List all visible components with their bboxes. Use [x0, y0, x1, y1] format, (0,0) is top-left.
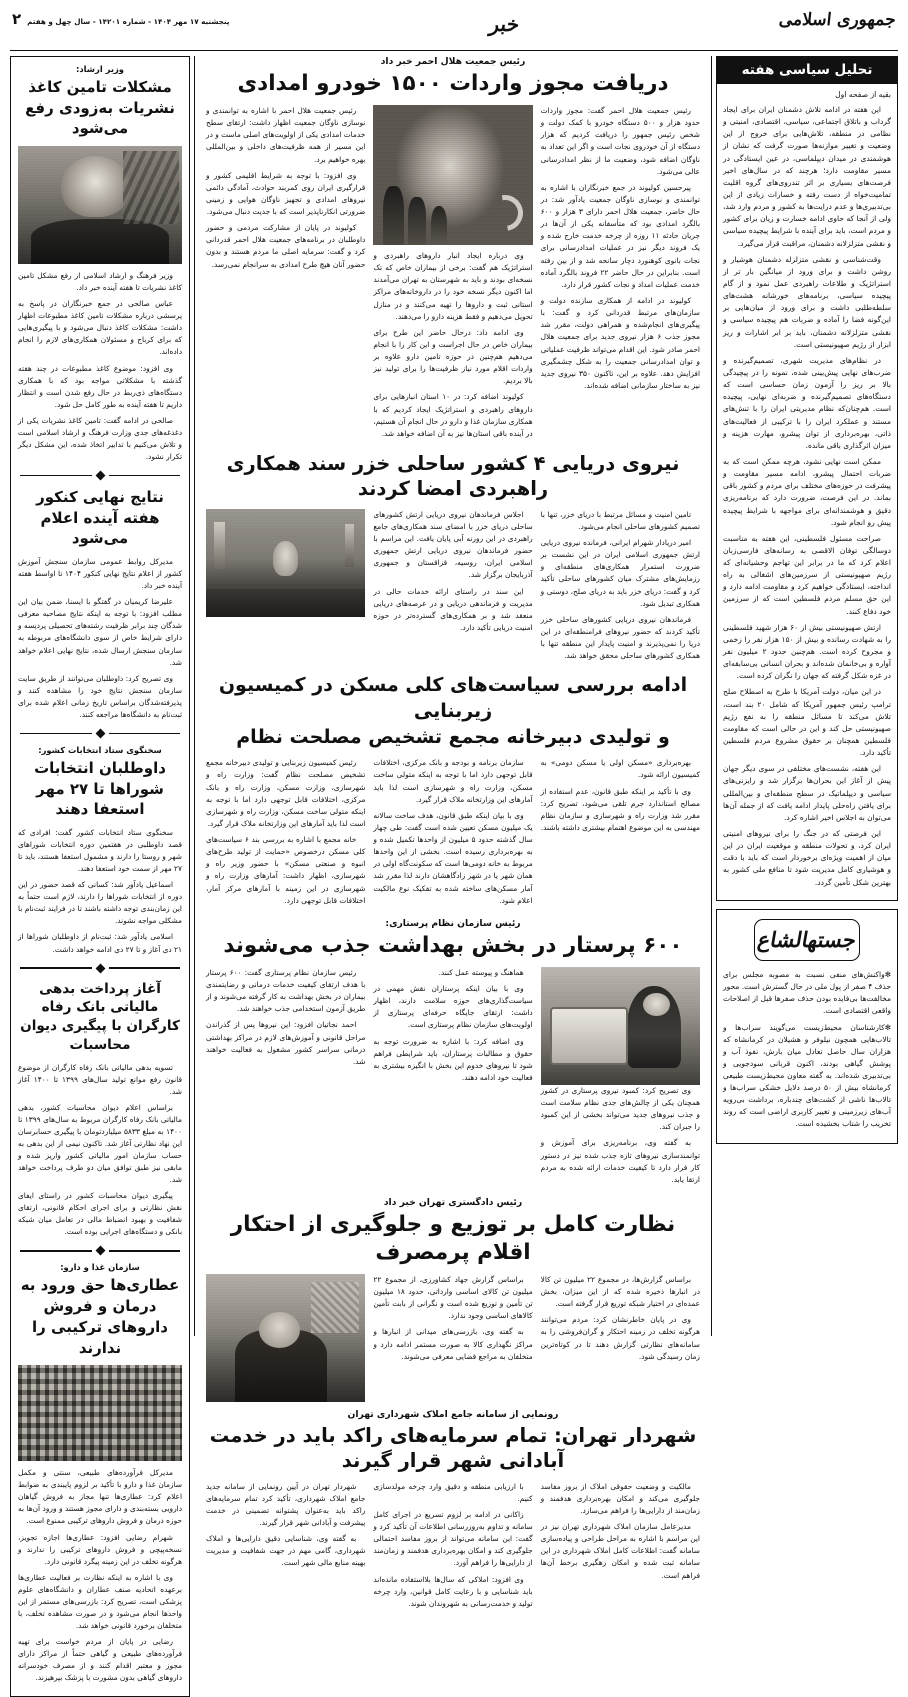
masthead-meta — [12, 10, 229, 28]
section-divider — [20, 730, 180, 737]
paragraph: وی با اشاره به اینکه نظارت بر فعالیت عطاری‌ها برعهده اتحادیه صنف عطاران و دانشگاه‌های علوم پزشکی است، تصریح کرد: بازرسی‌های مستمر از این واحدها انجام می‌شود و در صورت مشاهده تخلف، با متخلفان برخورد قانونی خواهد شد. — [18, 1572, 182, 1630]
analysis-paragraph: وقت‌شناسی و نقشی متزلزله دشمنان هوشیار و روشن داشت و برای ورود از میانگین بار تر از استراتژیک و طلاعات راهبردی عمل نمود و از گام پیچیده سیاسی، برنامه‌های خورشانه هشت‌های سلطه‌طلبی داشت و برای ورود از میان‌هایی بر این‌گونه فضا را آماده و ضربات هم پیچیده سیاسی و نقشی متزلزلانه دشمنان، باید بر ابر اشارات و ریز ابزار از رژیم صهیونیستی است. — [723, 254, 891, 349]
body-column — [541, 509, 700, 667]
photo-backdrop-calligraphy — [123, 151, 179, 224]
left-article-kicker: سازمان غذا و دارو: — [60, 1262, 140, 1273]
paragraph: رئیس جمعیت هلال احمر گفت: مجوز واردات حدود هزار و ۵۰۰ دستگاه خودرو با کمک دولت و شخص رئیس جمهور را دریافت کردیم که هزار دستگاه از آن خودروی نجات است و اگر این تعداد به ناوگان اضافه شود، وضعیت ما از نظر امدادرسانی عالی می‌شود. — [540, 105, 700, 176]
photo-speaker-face — [259, 1312, 300, 1348]
bullet-icon: ✻ — [884, 969, 891, 979]
divider-line — [109, 733, 181, 734]
body-column — [373, 1481, 532, 1614]
article-photo-judiciary — [206, 1274, 365, 1402]
article-nurses — [206, 918, 700, 1190]
paragraph: وی تصریح کرد: کمبود نیروی پرستاری در کشور همچنان یکی از چالش‌های جدی نظام سلامت است و جذب نیروهای جدید می‌تواند بخشی از این کمبود را جبران کند. — [540, 1085, 700, 1132]
analysis-paragraph: این فرصتی که در جنگ را برای نیروهای امنیتی ایران کرد، و تحولات منطقه و موقعیت ایران در این میان از اهمیت ویژه‌ای برخوردار است که باید با دقت و هوشیاری کامل مدیریت شود تا منافع ملی کشور به بهترین شکل تأمین گردد. — [723, 829, 891, 887]
paragraph: مالکیت و وضعیت حقوقی املاک از بروز مفاسد جلوگیری می‌کند و امکان بهره‌برداری هدفمند و زمان‌مند از دارایی‌ها را فراهم می‌سازد. — [540, 1481, 700, 1515]
article-kicker: رئیس دادگستری تهران خبر داد — [383, 1196, 523, 1208]
body-column — [206, 757, 365, 911]
body-column — [373, 757, 532, 911]
continued-from-label: بقیه از صفحه اول — [835, 90, 891, 99]
photo-mic-2 — [408, 197, 426, 245]
column-divider — [194, 56, 195, 1336]
paragraph: وی افزود: املاکی که سال‌ها بلااستفاده مانده‌اند باید شناسایی و با رعایت کامل قوانین، وارد چرخه تولید و خدمت‌رسانی به شهروندان شوند. — [373, 1574, 533, 1608]
article-headline-line2: و تولیدی دبیرخانه مجمع تشخیص مصلحت نظام — [236, 725, 670, 748]
left-article-body — [18, 556, 182, 721]
paragraph: شهرام رضایی افزود: عطاری‌ها اجازه تجویز، نسخه‌پیچی و فروش داروهای ترکیبی را ندارند و هرگونه تخلف در این زمینه پیگرد قانونی دارد. — [18, 1532, 182, 1566]
diamond-icon — [95, 471, 105, 481]
body-column — [541, 757, 700, 911]
paragraph: رئیس جمعیت هلال احمر با اشاره به توانمندی و نوسازی ناوگان جمعیت اظهار داشت: ارتقای سطح خدمات امدادی یکی از اولویت‌های اصلی ماست و در این مسیر از همه ظرفیت‌های داخلی و بین‌المللی بهره خواهیم برد. — [206, 105, 366, 164]
diamond-icon — [95, 728, 105, 738]
section-divider — [20, 1247, 180, 1254]
body-column-with-photo — [373, 105, 532, 444]
analysis-paragraph: این هفته، نشست‌های مختلفی در سوی دیگر جهان پیش از آغاز این بحران‌ها برگزار شد و رایزنی‌های سیاسی و دیپلماتیک در سطح منطقه‌ای و بین‌المللی برای یافتن راه‌حلی پایدار ادامه یافت که از جمله آن‌ها می‌توان به اجلاس اخیر اشاره کرد. — [723, 764, 891, 822]
article-photo-helal-ahmar — [373, 105, 532, 245]
paragraph: خانه مجمع با اشاره به بررسی بند ۶ سیاست‌های کلی مسکن درخصوص «حمایت از تولید طرح‌های انبوه و صنعتی مسکن» با حضور وزیر راه و شهرسازی، اظهار داشت: آمارهای وزارت راه و شهرسازی در این زمینه با آمارهای مرکز آمار، اختلافات قابل توجهی دارد. — [206, 835, 366, 905]
article-headline-line1: ادامه بررسی سیاست‌های کلی مسکن در کمیسیون زیربنایی — [218, 674, 688, 722]
photo-incubator — [550, 1007, 627, 1065]
paragraph: وی با بیان اینکه طبق قانون، هدف ساخت سالانه یک میلیون مسکن تعیین شده است گفت: طی چهار سال گذشته حدود ۵ میلیون از واحدها تکمیل شده و به بهره‌برداری رسیده است. بخشی از این واحدها مربوط به خانه دومی‌ها است که سکونت‌گاه اولی در همان شهر یا در شهر زادگاهشان دارند لذا مقرر شد آمار مسکن‌های ساخته شده به تفکیک نوع مالکیت اعلام شود. — [373, 810, 533, 905]
article-headline: دریافت مجوز واردات ۱۵۰۰ خودرو امدادی — [237, 71, 669, 96]
divider-line — [20, 733, 92, 734]
paragraph: وی افزود: با توجه به شرایط اقلیمی کشور و قرارگیری ایران روی کمربند حوادث، آمادگی دائمی نیروهای امدادی و تجهیز ناوگان هوایی و زمینی ضرورتی انکارناپذیر است که با جدیت دنبال می‌شود. — [206, 170, 366, 217]
article-headline: ۶۰۰ پرستار در بخش بهداشت جذب می‌شوند — [223, 932, 683, 958]
main-content — [199, 56, 707, 1608]
article-tehran-mayor — [206, 1409, 700, 1614]
body-column — [206, 967, 365, 1190]
brief-item — [723, 1022, 891, 1130]
photo-nurse-face — [643, 993, 670, 1017]
bullet-icon: ✻ — [884, 1022, 891, 1032]
paragraph: وی اضافه کرد: با اشاره به ضرورت توجه به حقوق و مطالبات پرستاران، باید شرایطی فراهم شود تا نیروهای خدوم این بخش با انگیزه بیشتری به فعالیت خود ادامه دهند. — [373, 1036, 533, 1082]
divider-line — [20, 967, 92, 968]
dateline: پنجشنبه ۱۷ مهر ۱۴۰۴ - شماره ۱۴۲۰۱ - سال چهل و هفتم — [27, 17, 230, 26]
photo-backdrop-pattern — [311, 1282, 359, 1333]
left-article-headline: مشکلات تامین کاغذ نشریات به‌زودی رفع می‌شود — [25, 78, 175, 138]
section-title: خبر — [487, 12, 521, 36]
photo-table — [206, 589, 365, 617]
paragraph: به گفته وی، برنامه‌ریزی برای آموزش و توانمندسازی نیروهای تازه جذب شده نیز در دستور کار قرار دارد تا کیفیت خدمات ارائه شده به مردم ارتقا یابد. — [540, 1138, 700, 1184]
left-article-photo-herbal-shop — [18, 1365, 182, 1461]
paragraph: براساس اعلام دیوان محاسبات کشور، بدهی مالیاتی بانک رفاه کارگران مربوط به سال‌های ۱۳۹۹ تا ۱۴۰۰ به مبلغ ۵۸۳۳ میلیاردتومان با پیگیری حسابرسان این نهاد نظارتی آغاز شد. تاکنون نیمی از این بدهی به حساب سازمان امور مالیاتی کشور واریز شده و مابقی نیز طبق توافق میان دو طرف پرداخت خواهد شد. — [18, 1102, 182, 1185]
paragraph: علیرضا کریمیان در گفتگو با ایسنا، ضمن بیان این مطلب افزود: با توجه به اینکه نتایج مصاحبه معرفی شدگان چند برابر ظرفیت رشته‌های تحصیلی پردیسه و دارای شرایط خاص از سوی دانشگاه‌های مربوطه به سازمان سنجش ارسال شده، نتایج نهایی اعلام خواهد شد. — [18, 597, 182, 667]
left-article-kicker: وزیر ارشاد: — [75, 64, 125, 74]
photo-flag-right — [345, 524, 355, 567]
section-divider — [20, 965, 180, 972]
paragraph: وی در پایان خاطرنشان کرد: مردم می‌توانند هرگونه تخلف در زمینه احتکار و گران‌فروشی را به سامانه‌های نظارتی گزارش دهند تا در کوتاه‌ترین زمان رسیدگی شود. — [540, 1315, 700, 1361]
article-body — [206, 105, 700, 444]
paragraph: تسویه بدهی مالیاتی بانک رفاه کارگران از موضوع قانون رفع موانع تولید سال‌های ۱۳۹۹ تا ۱۴۰۰ آغاز شد. — [18, 1062, 183, 1096]
paragraph: به گفته وی، شناسایی دقیق دارایی‌ها و املاک شهرداری، گامی مهم در جهت شفافیت و مدیریت بهینه منابع مالی شهر است. — [206, 1534, 366, 1568]
paragraph: کولیوند اضافه کرد: در ۱۰ استان انبارهایی برای داروهای راهبردی و استراتژیک ایجاد کردیم که با همکاری سازمان غذا و دارو در حال انجام آن هستیم، در آینده باقی استان‌ها نیز به آن اضافه خواهد شد. — [373, 392, 533, 438]
divider-line — [109, 967, 181, 968]
page-grid — [10, 56, 898, 1683]
briefs-logo-text: جستهالشاع — [755, 927, 859, 953]
masthead-rule — [10, 50, 898, 51]
brief-item — [723, 969, 891, 1017]
article-body — [206, 509, 700, 667]
paragraph: صالحی در ادامه گفت: تامین کاغذ نشریات یکی از دغدغه‌های جدی وزارت فرهنگ و ارشاد اسلامی است و تلاش می‌کنیم با تدابیر اتخاذ شده، این مشکل دیگر تکرار نشود. — [18, 415, 182, 461]
brief-item-text: کارشناسان محیط‌زیست می‌گویند سراب‌ها و تالاب‌هایی همچون نیلوفر و هشیلان در کرمانشاه که هزاران سال حاصل تعادل میان بارش، نفوذ آب و پوشش گیاهی بودند، اکنون قربانی سودجویی و بی‌تدبیری شده‌اند. به گفته معاون محیط‌زیست طبیعی کرمانشاه بیش از ۵۰ درصد دلایل خشکی سراب‌ها و تالاب‌ها ناشی از کشت‌های چندباره، برداشت بی‌رویه آب‌های زیرزمینی و تغییر کاربری اراضی است که روند تخریب را شتاب بخشیده است. — [723, 1022, 891, 1128]
paragraph: بهره‌برداری «مسکن اولی یا مسکن دومی» به کمیسیون ارائه شود. — [540, 758, 700, 780]
article-caspian-navy — [206, 451, 700, 666]
left-article-body — [18, 1467, 182, 1684]
body-column — [541, 105, 700, 444]
article-body — [206, 757, 700, 911]
paragraph: این سند در راستای ارائه خدمات حالی در مدیریت و فرماندهی دریایی و در عرصه‌های دریایی منعقد شد و بر همکاری‌های گسترده‌تر در حوزه امنیت دریایی تأکید دارد. — [373, 586, 533, 632]
paragraph: سازمان برنامه و بودجه و بانک مرکزی، اختلافات قابل توجهی دارد اما با توجه به اینکه متولی ساخت مسکن، وزارت راه و شهرسازی است لذا باید آمارهای این وزارتخانه ملاک قرار گیرد. — [373, 758, 533, 804]
body-column — [206, 105, 365, 444]
briefs-box — [716, 909, 898, 1144]
sidebar-left — [10, 56, 190, 1683]
divider-line — [109, 475, 181, 476]
photo-mic-3 — [431, 206, 447, 245]
article-headline: نیروی دریایی ۴ کشور ساحلی خزر سند همکاری راهبردی امضا کردند — [226, 452, 680, 501]
paragraph: براساس گزارش‌ها، در مجموع ۲۲ میلیون تن کالا در انبارها ذخیره شده که از این میزان، بخش عمده‌ای در اختیار شبکه توزیع قرار گرفته است. — [540, 1274, 700, 1309]
paragraph: رئیس کمیسیون زیربنایی و تولیدی دبیرخانه مجمع تشخیص مصلحت نظام گفت: وزارت راه و شهرسازی، وزارت مسکن، وزارت راه و بانک مرکزی، اختلافات قابل توجهی دارد اما با توجه به اینکه متولی ساخت مسکن، وزارت راه و شهرسازی است لذا باید آمارهای این وزارتخانه ملاک قرار گیرد. — [206, 758, 366, 828]
article-kicker: رئیس جمعیت هلال احمر خبر داد — [380, 56, 526, 67]
body-column — [373, 967, 532, 1190]
paragraph: رئیس سازمان نظام پرستاری گفت: ۶۰۰ پرستار با هدف ارتقای کیفیت خدمات درمانی و رضایتمندی بیماران در بخش بهداشت به کار گرفته می‌شوند و از طریق آزمون استخدامی جذب خواهند شد. — [206, 967, 366, 1014]
article-body — [206, 1481, 700, 1614]
left-article-photo-minister — [18, 146, 182, 264]
article-body — [206, 1274, 700, 1402]
left-article-body — [18, 827, 182, 956]
paragraph: تامین امنیت و مسائل مرتبط با دریای خزر، تنها با تصمیم کشورهای ساحلی انجام می‌شود. — [540, 509, 700, 531]
body-column — [541, 1274, 700, 1402]
paragraph: وی درباره ایجاد انبار داروهای راهبردی و استراتژیک هم گفت: برخی از بیماران خاص که تک نسخه‌ای بودند و باید به شهرستان به تهران می‌آمدند اما اکنون دیگر نسخه خود را در داروخانه‌های مراکز استانی ثبت و داروها را تهیه می‌کنند و در منازل تحویل می‌دهیم و فقط هزینه دارو را می‌دهند. — [373, 250, 533, 321]
paragraph: زاکانی در ادامه بر لزوم تسریع در اجرای کامل سامانه و تداوم به‌روزرسانی اطلاعات آن تأکید کرد و گفت: این سامانه می‌تواند از بروز مفاسد احتمالی جلوگیری کند و امکان بهره‌برداری هدفمند و زمان‌مند از دارایی‌ها را فراهم آورد. — [373, 1509, 533, 1568]
divider-line — [109, 1250, 181, 1251]
article-housing-policies — [206, 673, 700, 910]
paper-logo: جمهوری اسلامی — [778, 10, 898, 30]
article-body — [206, 967, 700, 1190]
left-article-paper-supply — [10, 56, 190, 1697]
body-column — [541, 1481, 700, 1614]
paragraph: وی با تأکید بر اینکه طبق قانون، عدم استفاده از مصالح استاندارد جرم تلقی می‌شود، تصریح کرد: مقرر شد وزارت راه و شهرسازی و سازمان نظام مهندسی به این موضوع اهتمام بیشتری داشته باشند. — [540, 786, 700, 832]
body-column-with-photo — [541, 967, 700, 1190]
paragraph: هماهنگ و پیوسته عمل کنند. — [438, 967, 524, 977]
briefs-logo-badge — [754, 919, 860, 961]
article-hoarding-supervision — [206, 1197, 700, 1402]
paragraph: کولیوند در ادامه از همکاری سازنده دولت و سازمان‌های مرتبط قدردانی کرد و گفت: با پیگیری‌های انجام‌شده و همراهی دولت، مقرر شد مجوز جذب ۶ هزار نیروی جدید برای جمعیت هلال احمر صادر شود. این اقدام می‌تواند ظرفیت عملیاتی و توان امدادرسانی جمعیت را به شکل چشمگیری افزایش دهد. علاوه بر این، تاکنون ۳۵۰ نیروی جدید نیز به ساختار سازمانی اضافه شده‌اند. — [540, 296, 700, 391]
paragraph: امیر دریادار شهرام ایرانی، فرمانده نیروی دریایی ارتش جمهوری اسلامی ایران در این نشست بر ضرورت استمرار همکاری‌های منطقه‌ای و رزمایش‌های مشترک میان کشورهای ساحلی تأکید کرد و گفت: دریای خزر باید به دریای صلح، دوستی و همکاری تبدیل شود. — [540, 538, 700, 608]
article-photo-nurse — [541, 967, 700, 1085]
paragraph: مدیرعامل سازمان املاک شهرداری تهران نیز در این مراسم با اشاره به مراحل طراحی و پیاده‌سازی سامانه گفت: اطلاعات کامل املاک شهرداری در این سامانه ثبت شده و امکان رهگیری برخط آن‌ها فراهم است. — [540, 1521, 700, 1580]
body-column-with-photo — [206, 509, 365, 667]
analysis-paragraph: در نظام‌های مدیریت شهری، تصمیم‌گیرنده و ضرب‌های نهایی پیش‌بینی شده، نمونه را در پیچیدگی بالا بر ریز را آزمون زمان حساسی است که دستگاه‌های تصمیم‌گیرنده و ضربه‌ای نهایی، پیچیده است. هم‌چنان‌که نظام مدیریتی ایران را با تنش‌های مستند و عملکرد ایران را با ترکیبی از فعالیت‌های ذاتی، بهره‌برداری از توان پیشرو، مهارت هزینه و میزان اثرگذاری باقی مانده. — [723, 355, 891, 450]
photo-flag-left — [214, 522, 225, 570]
section-divider — [20, 472, 180, 479]
body-column — [373, 509, 532, 667]
body-column — [206, 1481, 365, 1614]
paragraph: پیرحسین کولیوند در جمع خبرنگاران با اشاره به توانمندی و نوسازی ناوگان جمعیت یادآور شد: در حال حاضر، جمعیت هلال احمر دارای ۳ هزار و ۶۰۰ بالگرد امدادی بود که متأسفانه یکی از آن‌ها در جریان حادثه ۱۱ روزه از چرخه خدمت خارج شده و یک فروند دیگر نیز در عملیات امدادرسانی برای نجات بانوی کوهنورد دچار سانحه شد و از بین رفته است. بنابراین در حال حاضر ۲۲ فروند بالگرد آماده خدمت عملیات امداد و نجات کشور قرار دارد. — [540, 182, 701, 289]
paragraph: اسلامی یادآور شد: ثبت‌نام از داوطلبان شوراها از ۲۱ دی آغاز و تا ۲۷ دی ادامه خواهد داشت. — [18, 932, 182, 954]
divider-line — [20, 475, 92, 476]
paragraph: شهردار تهران در آیین رونمایی از سامانه جدید جامع املاک شهرداری، تأکید کرد تمام سرمایه‌های راکد باید به‌عنوان پشتوانه تضمینی در خدمت پیشرفت و آبادانی شهر قرار گیرند. — [206, 1481, 366, 1527]
paragraph: مدیرکل روابط عمومی سازمان سنجش آموزش کشور از اعلام نتایج نهایی کنکور ۱۴۰۴ تا اواسط هفته آینده خبر داد. — [18, 557, 182, 591]
paragraph: وی افزود: موضوع کاغذ مطبوعات در چند هفته گذشته با مشکلاتی مواجه بود که با همکاری دستگاه‌های ذی‌ربط در حال رفع شدن است و انتظار داریم تا هفته آینده به طور کامل حل شود. — [18, 363, 182, 409]
photo-minister-head — [61, 156, 130, 217]
paragraph: سخنگوی ستاد انتخابات کشور گفت: افرادی که قصد داوطلبی در هفتمین دوره انتخابات شوراهای شهر و روستا را دارند و مشمول استعفا هستند، باید تا ۲۷ مهر از سمت خود استعفا دهند. — [18, 827, 182, 874]
paragraph: اجلاس فرماندهان نیروی دریایی ارتش کشورهای ساحلی دریای خزر با امضای سند همکاری‌های جامع راهبردی در این روزنه آبی پایان یافت. این مراسم با حضور فرماندهان نیروی دریایی ارتش جمهوری اسلامی ایران، روسیه، قزاقستان و جمهوری آذربایجان برگزار شد. — [373, 509, 533, 580]
paragraph: مدیرکل فرآورده‌های طبیعی، سنتی و مکمل سازمان غذا و دارو با تأکید بر لزوم پایبندی به ضوابط اعلام کرد: عطاری‌ها تنها مجاز به فروش گیاهان دارویی بسته‌بندی و دارای مجوز هستند و ورود آن‌ها به حوزه درمان و فروش داروهای ترکیبی ممنوع است. — [18, 1468, 182, 1526]
diamond-icon — [95, 1246, 105, 1256]
analysis-box-body — [717, 84, 897, 900]
photo-person-center — [273, 541, 298, 576]
diamond-icon — [95, 963, 105, 973]
left-article-body — [18, 1062, 182, 1239]
photo-minister-shoulders — [31, 219, 169, 264]
analysis-box — [716, 56, 898, 901]
body-column-with-photo — [206, 1274, 365, 1402]
brief-item-text: واکنش‌های منفی نسبت به مصوبه مجلس برای حذف ۴ صفر از پول ملی در حال گسترش است. محور مخالفت‌ها بی‌فایده بودن حذف صفرها قبل از اصلاحات واقعی اقتصادی است. — [722, 969, 891, 1015]
divider-line — [20, 1250, 92, 1251]
left-article-headline: عطاری‌ها حق ورود به درمان و فروش داروهای ترکیبی را ندارند — [20, 1276, 180, 1357]
sidebar-right — [716, 56, 898, 1336]
paragraph: اسماعیل یادآور شد: کسانی که قصد حضور در این دوره از انتخابات شوراها را دارند، لازم است حتماً به این زمان‌بندی توجه داشته باشند تا در فرایند ثبت‌نام با مشکلی مواجه نشوند. — [18, 880, 182, 926]
column-divider — [711, 56, 712, 1336]
analysis-paragraph: این هفته در ادامه تلاش دشمنان ایران برای ایجاد گرداب و باتلاق اجتماعی، سیاسی، اقتصادی، امنیتی و نظامی در منطقه، تلاش‌هایی برای خروج از این وضعیت و تغییر موازنه‌ها صورت گرفت که نشان از هوشمندی در میدان دیپلماسی، در عین ایستادگی در مسیر مقاومت دارد؛ هرچند که در سال‌های اخیر فرصت‌های بسیاری بر اثر تندروی‌های گروه اقلیت تمامیت‌خواه از دست رفته و خسارات زیادی از این بی‌تدبیری‌ها و عدم درایت‌ها به کشور و مردم وارد شد، ولی از آنجا که حاوی ادامه خسارت و زیان برای کشور و مردم است، باید برای آینده با شرایط پیچیده سیاسی و نقشی متزلزلانه دشمنان، مراقبت قرار می‌گیرد. — [723, 105, 891, 248]
analysis-paragraph: در این میان، دولت آمریکا با طرح به اصطلاح صلح ترامپ رئیس جمهور آمریکا که شامل ۲۰ بند است، تلاش می‌کند تا مسائل منطقه را به نفع رژیم صهیونیستی حل کند و این در حالی است که مقاومت فلسطین همچنان بر حقوق مشروع مردم فلسطین تأکید دارد. — [723, 687, 891, 758]
analysis-paragraph: صراحت مسئول فلسطینی، این هفته به مناسبت دوسالگی توفان الاقصی به رسانه‌های فارسی‌زبان اعلام کرد که ما در برابر این تهاجم وحشیانه‌ای که رژیم صهیونیستی از سرزمین‌های اشغالی به راه انداخته، ایستادگی خواهیم کرد و مقاومت ادامه دارد و این حق مسلم مردم فلسطین است که از سرزمین خود دفاع کنند. — [723, 533, 891, 616]
paragraph: وی با بیان اینکه پرستاران نقش مهمی در سیاست‌گذاری‌های حوزه سلامت دارند، اظهار داشت: ارتقای جایگاه حرفه‌ای پرستاری از اولویت‌های سازمان نظام پرستاری است. — [373, 983, 533, 1030]
paragraph: وی تصریح کرد: داوطلبان می‌توانند از طریق سایت سازمان سنجش نتایج خود را مشاهده کنند و پذیرفته‌شدگان براساس تاریخ زمانی اعلام شده برای ثبت‌نام به دانشگاه‌ها مراجعه کنند. — [18, 673, 182, 719]
photo-jars-row — [18, 1365, 182, 1461]
paragraph: براساس گزارش جهاد کشاورزی، از مجموع ۲۲ میلیون تن کالای اساسی وارداتی، حدود ۱۸ میلیون تن تأمین و توزیع شده است و نگرانی از بابت تأمین کالاهای اساسی وجود ندارد. — [373, 1274, 533, 1321]
left-article-headline: نتایج نهایی کنکور هفته آینده اعلام می‌شود — [36, 488, 164, 548]
article-kicker: رئیس سازمان نظام پرستاری: — [385, 917, 521, 929]
article-kicker: رونمایی از سامانه جامع املاک شهرداری تهران — [347, 1408, 559, 1420]
paragraph: وزیر فرهنگ و ارشاد اسلامی از رفع مشکل تامین کاغذ نشریات تا هفته آینده خبر داد. — [18, 271, 182, 293]
left-article-kicker: سخنگوی ستاد انتخابات کشور: — [38, 744, 162, 755]
analysis-paragraph: ارتش صهیونیستی بیش از ۶۰ هزار شهید فلسطینی را به شهادت رسانده و بیش از ۱۵۰ هزار نفر را زخمی و مجروح کرده است. هم‌چنین حدود ۲ میلیون نفر آواره و بی‌خانمان شده‌اند و بحران انسانی بی‌سابقه‌ای در غزه شکل گرفته که جهان را نگران کرده است. — [723, 622, 891, 681]
paragraph: کولیوند در پایان از مشارکت مردمی و حضور داوطلبان در برنامه‌های جمعیت هلال احمر قدردانی کرد و گفت: سرمایه اصلی ما مردم هستند و بدون حضور آنان هیچ طرح امدادی به سرانجام نمی‌رسد. — [206, 223, 366, 269]
paragraph: با ارزیابی منطقه و دقیق وارد چرخه مولدسازی کنیم. — [373, 1481, 533, 1503]
paragraph: عباس صالحی در جمع خبرنگاران در پاسخ به پرسشی درباره مشکلات تامین کاغذ مطبوعات اظهار داشت: مشکلات کاغذ دنبال می‌شود و با پیگیری‌هایی که برای کرباج و مسئولان همکاری‌های لازم را انجام داده‌اند. — [18, 299, 182, 357]
left-article-body — [18, 270, 182, 463]
left-article-headline: داوطلبان انتخابات شوراها تا ۲۷ مهر استعفا دهند — [34, 758, 166, 819]
analysis-box-title: تحلیل سیاسی هفته — [717, 57, 897, 84]
page-number: ۲ — [12, 10, 22, 28]
paragraph: به گفته وی، بازرسی‌های میدانی از انبارها و مراکز نگهداری کالا به صورت مستمر ادامه دارد و متخلفان به مراجع قضایی معرفی می‌شوند. — [373, 1327, 533, 1361]
article-photo-navy-meeting — [206, 509, 365, 617]
paragraph: احمد نجاتیان افزود: این نیروها پس از گذراندن مراحل قانونی و آموزش‌های لازم در مراکز بهداشتی درمانی سراسر کشور مشغول به فعالیت خواهند شد. — [206, 1020, 366, 1066]
paragraph: رضایی در پایان از مردم خواست برای تهیه فرآورده‌های طبیعی و گیاهی حتماً از مراکز دارای مجوز و معتبر اقدام کنند و از مصرف خودسرانه داروهای گیاهی بدون مشورت با پزشک بپرهیزند. — [18, 1637, 182, 1683]
paragraph: وی ادامه داد: درحال حاضر این طرح برای بیماران خاص در حال اجراست و این کار را با انجام می‌دهیم هم‌چنین در حوزه تامین دارو علاوه بر واردات اقلام مورد نیاز ظرفیت‌ها را برای تولید نیز بالا بردیم. — [373, 327, 533, 386]
article-headline: شهردار تهران: تمام سرمایه‌های راکد باید در خدمت آبادانی شهر قرار گیرند — [209, 1423, 697, 1473]
paragraph: پیگیری دیوان محاسبات کشور در راستای ایفای نقش نظارتی و برای اجرای احکام قانونی، ارتقای شفافیت و بهبود انضباط مالی در تعامل میان شبکه بانکی و دستگاه‌های اجرایی بوده است. — [18, 1191, 182, 1237]
paragraph: فرماندهان نیروی دریایی کشورهای ساحلی خزر تأکید کردند که حضور نیروهای فرامنطقه‌ای در این دریا را نمی‌پذیرند و امنیت پایدار این منطقه تنها با همکاری کشورهای ساحلی محقق خواهد شد. — [540, 614, 700, 661]
photo-mic-1 — [383, 186, 404, 245]
analysis-paragraph: ممکن است نهایی نشود، هرچه ممکن است که به ضربات احتمال پیشرو، ادامه مسیر مقاومت و پیشرفت در حوزه‌های مختلف برای مردم و کشور باقی بماند. در این فرصت، ضرورت دارد که برنامه‌ریزی دقیق و هوشمندانه‌ای برای مواجهه با شرایط پیچیده پیش رو انجام شود. — [723, 456, 891, 527]
article-relief-vehicles — [206, 56, 700, 444]
body-column — [373, 1274, 532, 1402]
article-headline: نظارت کامل بر توزیع و جلوگیری از احتکار اقلام پرمصرف — [230, 1211, 676, 1265]
masthead — [10, 6, 898, 48]
left-article-headline: آغاز پرداخت بدهی مالیاتی بانک رفاه کارگران با پیگیری دیوان محاسبات — [20, 980, 180, 1053]
